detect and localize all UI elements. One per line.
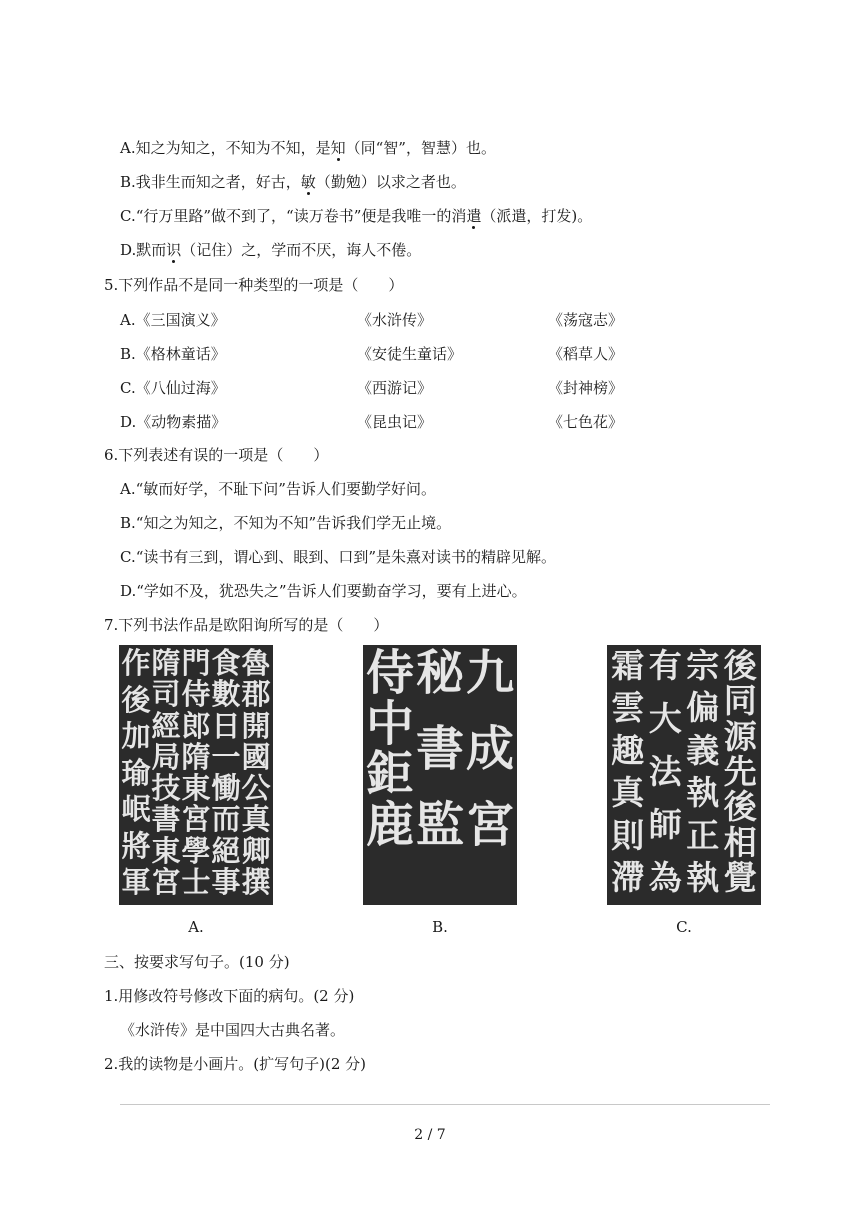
calligraphy-char: 經 [151,708,181,743]
emphasis-char: 敏 [300,173,316,191]
q4-option-b-text: B.我非生而知之者，好古， [120,173,301,191]
calligraphy-char: 郎 [181,708,211,743]
calligraphy-char: 食 [211,646,241,680]
calligraphy-image-c [607,645,761,905]
calligraphy-image-b [363,645,517,905]
calligraphy-char: 先 [723,751,757,791]
calligraphy-char: 義 [686,730,720,770]
q4-option-a-gloss: （同“智”，智慧）也。 [345,139,496,157]
calligraphy-char: 侍 [365,645,414,701]
q4-option-c-gloss: （派遣，打发)。 [481,207,593,225]
q5-option-a-2: 《水浒传》 [357,311,433,329]
q4-option-d-gloss: （记住）之，学而不厌，诲人不倦。 [181,241,422,259]
q5-option-b-1: B.《格林童话》 [120,345,226,363]
calligraphy-column [151,646,181,899]
calligraphy-char: 後 [121,682,151,717]
calligraphy-char: 東 [151,833,181,868]
calligraphy-char: 偏 [686,688,720,728]
calligraphy-char: 相 [723,822,757,862]
s3-q2-stem: 2.我的读物是小画片。(扩写句子)(2 分) [104,1055,367,1073]
emphasis-char: 识 [166,241,182,259]
calligraphy-column [365,645,414,853]
q4-option-b [120,172,466,192]
s3-q1-sentence: 《水浒传》是中国四大古典名著。 [120,1021,346,1039]
calligraphy-char: 開 [241,708,271,743]
calligraphy-char: 趣 [611,730,645,770]
calligraphy-char: 將 [121,828,151,863]
calligraphy-char: 宮 [181,802,211,837]
q7-stem: 7.下列书法作品是欧阳询所写的是（ ） [104,616,389,634]
q5-option-c-3: 《封神榜》 [548,379,624,397]
q5-option-d-3: 《七色花》 [548,413,624,431]
image-label-b: B. [432,918,448,936]
q5-option-a-1: A.《三国演义》 [120,311,226,329]
calligraphy-char: 書 [151,802,181,837]
calligraphy-char: 岷 [121,792,151,826]
calligraphy-column [121,646,151,899]
calligraphy-char: 隋 [181,739,211,774]
q5-option-d-2: 《昆虫记》 [357,413,433,431]
calligraphy-char: 霜 [611,646,645,685]
calligraphy-char: 學 [181,833,211,868]
section-heading: 三、按要求写句子。(10 分) [104,953,290,971]
q6-option-c: C.“读书有三到，谓心到、眼到、口到”是朱熹对读书的精辟见解。 [120,548,557,566]
image-label-c: C. [676,918,692,936]
calligraphy-char: 而 [211,802,241,837]
calligraphy-column [648,646,682,897]
page-number: 2 / 7 [414,1127,446,1143]
calligraphy-column [723,646,757,897]
calligraphy-char: 瑜 [121,755,151,790]
calligraphy-column [211,646,241,899]
q4-option-b-gloss: （勤勉）以求之者也。 [315,173,466,191]
calligraphy-char: 執 [686,857,720,897]
calligraphy-char: 秘 [415,645,464,701]
calligraphy-char: 正 [686,815,720,855]
calligraphy-char: 作 [121,646,151,680]
calligraphy-char: 法 [648,752,682,791]
calligraphy-char: 書 [415,721,464,777]
calligraphy-char: 鹿 [365,796,414,853]
calligraphy-char: 東 [181,771,211,806]
calligraphy-char: 有 [648,646,682,685]
calligraphy-char: 撰 [241,864,271,899]
q5-option-c-1: C.《八仙过海》 [120,379,226,397]
calligraphy-column [465,645,514,853]
q4-option-a-text: A.知之为知之，不知为不知，是 [120,139,331,157]
s3-q1-stem: 1.用修改符号修改下面的病句。(2 分) [104,987,355,1005]
calligraphy-char: 覺 [723,857,757,897]
calligraphy-char: 一 [211,739,241,774]
calligraphy-char: 士 [181,864,211,899]
calligraphy-char: 源 [723,716,757,756]
calligraphy-char: 執 [686,773,720,813]
q5-option-a-3: 《荡寇志》 [548,311,624,329]
calligraphy-char: 師 [648,805,682,844]
q6-option-b: B.“知之为知之，不知为不知”告诉我们学无止境。 [120,514,452,532]
q5-option-c-2: 《西游记》 [357,379,433,397]
image-label-a: A. [188,918,204,936]
calligraphy-char: 大 [648,699,682,738]
q5-stem: 5.下列作品不是同一种类型的一项是（ ） [104,276,404,294]
calligraphy-char: 宮 [151,864,181,899]
q5-option-d-1: D.《动物素描》 [120,413,227,431]
calligraphy-char: 技 [151,771,181,806]
calligraphy-char: 真 [241,802,271,837]
calligraphy-char: 加 [121,719,151,753]
q4-option-c [120,206,592,226]
calligraphy-column [241,646,271,899]
calligraphy-char: 宮 [465,797,514,853]
calligraphy-char: 軍 [121,865,151,899]
calligraphy-char: 真 [611,773,645,813]
calligraphy-char: 鉅 [365,746,414,803]
emphasis-char: 知 [330,139,346,157]
calligraphy-char: 滯 [611,857,645,897]
calligraphy-char: 中 [365,695,414,752]
calligraphy-char: 後 [723,787,757,827]
calligraphy-char: 卿 [241,833,271,868]
calligraphy-char: 數 [211,677,241,712]
calligraphy-char: 門 [181,646,211,680]
calligraphy-char: 成 [465,721,514,777]
calligraphy-char: 司 [151,677,181,712]
q4-option-d-text: D.默而 [120,241,167,259]
q5-option-b-2: 《安徒生童话》 [357,345,463,363]
q4-option-d [120,240,421,260]
calligraphy-char: 國 [241,739,271,774]
calligraphy-char: 絕 [211,833,241,868]
q4-option-a [120,138,496,158]
emphasis-char: 遣 [466,207,482,225]
calligraphy-char: 事 [211,864,241,899]
q6-option-d: D.“学如不及，犹恐失之”告诉人们要勤奋学习，要有上进心。 [120,582,527,600]
calligraphy-char: 慟 [211,771,241,806]
q6-stem: 6.下列表述有误的一项是（ ） [104,446,329,464]
calligraphy-char: 日 [211,708,241,743]
calligraphy-char: 局 [151,739,181,774]
calligraphy-char: 郡 [241,677,271,712]
calligraphy-char: 雲 [611,688,645,728]
calligraphy-char: 隋 [151,646,181,680]
calligraphy-char: 則 [611,815,645,855]
calligraphy-char: 九 [465,645,514,701]
calligraphy-char: 公 [241,771,271,806]
calligraphy-char: 宗 [686,646,720,685]
q5-option-b-3: 《稻草人》 [548,345,624,363]
calligraphy-column [611,646,645,897]
calligraphy-column [181,646,211,899]
calligraphy-char: 後 [723,646,757,685]
footer-divider [120,1104,770,1105]
calligraphy-image-a [119,645,273,905]
calligraphy-char: 同 [723,681,757,721]
calligraphy-char: 侍 [181,677,211,712]
q6-option-a: A.“敏而好学，不耻下问”告诉人们要勤学好问。 [120,480,436,498]
calligraphy-column [415,645,464,853]
calligraphy-char: 魯 [241,646,271,680]
q4-option-c-text: C.“行万里路”做不到了，“读万卷书”便是我唯一的消 [120,207,467,225]
calligraphy-char: 監 [415,797,464,853]
calligraphy-char: 為 [648,858,682,897]
calligraphy-column [686,646,720,897]
